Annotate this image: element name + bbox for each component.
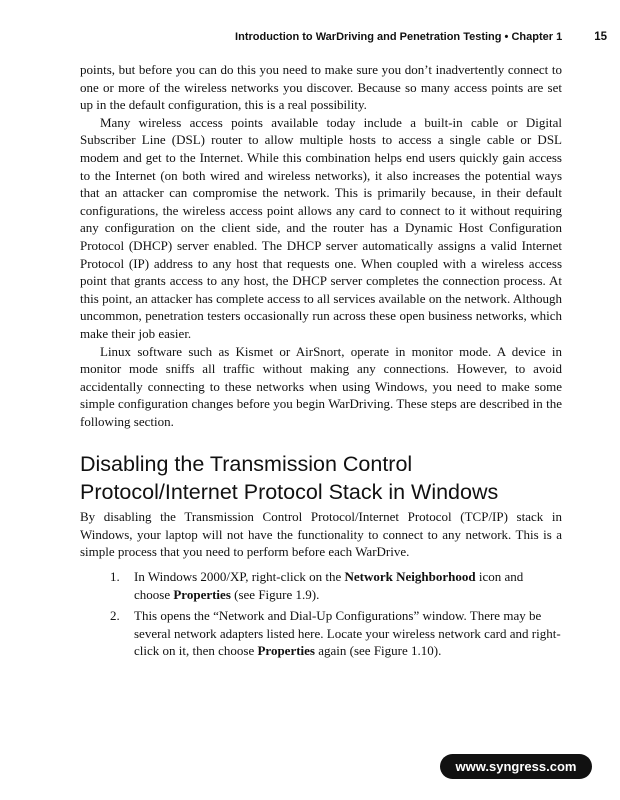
section-intro-paragraph: By disabling the Transmission Control Protocol/Internet Protocol (TCP/IP) stack in Windows, your laptop will not have the functionality to connect to any network. This is a simple process that you need to perform before each WarDrive. <box>80 509 562 560</box>
body-text <box>80 61 562 430</box>
paragraph-continuation: points, but before you can do this you need to make sure you don’t inadvertently connect to one or more of the wireless networks you discover. Because so many access points are set up in the default configuration, this is a real possibility. <box>80 62 562 113</box>
step-text: In Windows 2000/XP, right-click on the <box>134 569 345 584</box>
footer-url: www.syngress.com <box>455 759 577 774</box>
step-bold-term: Network Neighborhood <box>344 569 476 584</box>
step-text: (see Figure 1.9). <box>230 586 320 602</box>
steps-list <box>110 568 562 664</box>
step-text: again (see Figure 1.10). <box>315 643 442 659</box>
step-bold-term: Properties <box>173 586 231 602</box>
step-bold-term: Properties <box>257 643 315 659</box>
paragraph-monitor-mode: Linux software such as Kismet or AirSnort, operate in monitor mode. A device in monitor mode sniffs all traffic without making any connections. However, to avoid accidentally connecting to these networks when using Windows, you need to make some simple configuration changes before you begin WarDriving. These steps are described in the following section. <box>80 343 562 429</box>
section-heading-line-1: Disabling the Transmission Control <box>80 452 413 476</box>
footer-url-badge <box>440 754 592 779</box>
step-number: 2. <box>110 608 120 624</box>
running-title: Introduction to WarDriving and Penetration Testing • Chapter 1 <box>235 31 563 43</box>
section-heading <box>80 450 580 506</box>
step-text: icon and choose <box>134 569 524 602</box>
page-number: 15 <box>594 31 607 43</box>
running-header <box>180 31 607 43</box>
section-intro <box>80 508 562 561</box>
step-text: This opens the “Network and Dial-Up Configurations” window. There may be several network adapters listed here. Locate your wireless network card and right-click on it, then choose <box>134 608 561 659</box>
step-number: 1. <box>110 569 120 584</box>
section-heading-line-2: Protocol/Internet Protocol Stack in Windows <box>80 480 499 504</box>
step-item <box>110 607 562 660</box>
paragraph-wireless-routers: Many wireless access points available today include a built-in cable or Digital Subscriber Line (DSL) router to allow multiple hosts to access a single cable or DSL modem and get to the Internet. While this combination helps end users quickly gain access to the Internet (on both wired and wireless networks), it also increases the potential ways that an attacker can compromise the network. This is primarily because, in their default configurations, the wireless access point allows any card to connect to it without requiring any configuration on the client side, and the router has a Dynamic Host Configuration Protocol (DHCP) server enabled. The DHCP server automatically assigns a valid Internet Protocol (IP) address to any host that requests one. When coupled with a wireless access point that grants access to any host, the DHCP server completes the connection process. At this point, an attacker has complete access to all services available on the network. Although uncommon, penetration testers occasionally run across these open business networks, which make their job easier. <box>80 114 562 341</box>
step-item <box>110 568 562 603</box>
